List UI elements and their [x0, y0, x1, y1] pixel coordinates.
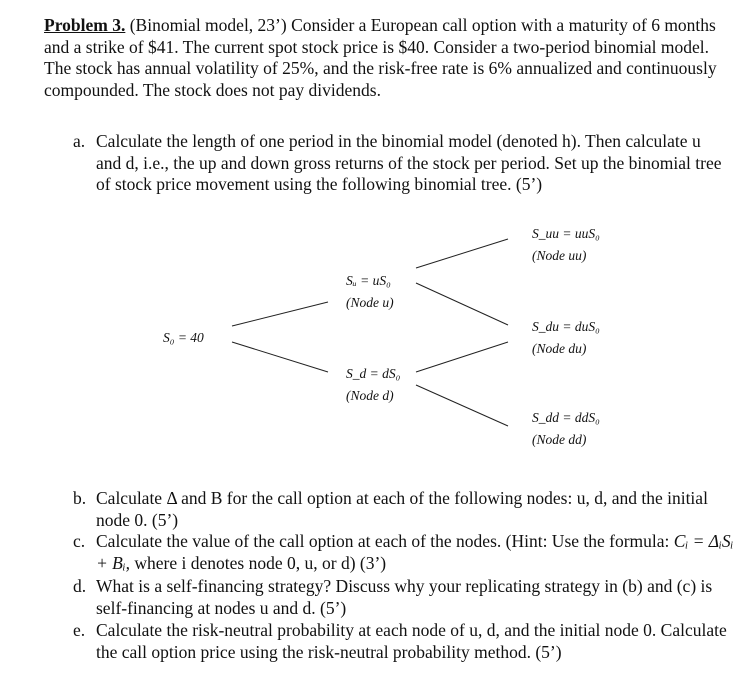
edge-d-du: [416, 342, 508, 372]
part-b-text: Calculate Δ and B for the call option at each of the following nodes: u, d, and the initial node 0. (5’): [96, 488, 708, 530]
node-uu: [532, 226, 600, 264]
edge-root-u: [232, 302, 328, 326]
node-root: [163, 330, 204, 346]
node-du-formula: S_du = duS₀: [532, 319, 600, 334]
node-du: [532, 319, 600, 357]
node-d: [346, 366, 400, 404]
edge-root-d: [232, 342, 328, 372]
node-d-formula: S_d = dS₀: [346, 366, 401, 381]
node-dd-formula: S_dd = ddS₀: [532, 410, 600, 425]
part-c-text: [96, 531, 736, 574]
part-d-text: What is a self-financing strategy? Discuss why your replicating strategy in (b) and (c) is self-financing at nodes u and d. (5’): [96, 576, 713, 618]
node-uu-formula: S_uu = uuS₀: [532, 226, 600, 241]
node-dd-caption: (Node dd): [532, 432, 587, 447]
edge-u-du: [416, 283, 508, 325]
edge-u-uu: [416, 239, 508, 268]
node-u-formula: Sᵤ = uS₀: [346, 273, 391, 288]
part-e-label: e.: [73, 620, 86, 640]
part-e-text: Calculate the risk-neutral probability at each node of u, d, and the initial node 0. Calculate the call option price using the risk-neutral probability method. (5’): [96, 620, 727, 662]
part-a-label: a.: [73, 131, 86, 151]
part-c-formula: Cᵢ = ΔᵢSᵢ + Bᵢ,: [96, 531, 734, 573]
node-uu-caption: (Node uu): [532, 248, 587, 263]
part-a-text: Calculate the length of one period in the binomial model (denoted h). Then calculate u and d, i.e., the up and down gross returns of the stock per period. Set up the binomial tree of stock price movement using the following binomial tree. (5’): [96, 131, 722, 194]
part-d-label: d.: [73, 576, 87, 596]
node-d-caption: (Node d): [346, 388, 394, 403]
part-c-text-after: where i denotes node 0, u, or d) (3’): [134, 552, 387, 573]
node-root-formula: S₀ = 40: [163, 330, 204, 345]
node-u: [346, 273, 394, 311]
problem-title: Problem 3.: [44, 15, 126, 35]
part-c-label: c.: [73, 531, 86, 551]
problem-intro-text: (Binomial model, 23’) Consider a European call option with a maturity of 6 months and a strike of $41. The current spot stock price is $40. Consider a two-period binomial model. The stock has annual volatility of 25%, and the risk-free rate is 6% annualized and continuously compounded. The stock does not pay dividends.: [44, 15, 717, 100]
node-u-caption: (Node u): [346, 295, 394, 310]
edge-d-dd: [416, 385, 508, 426]
node-du-caption: (Node du): [532, 341, 587, 356]
part-c-text-before: Calculate the value of the call option at each of the nodes. (Hint: Use the formula:: [96, 531, 670, 551]
node-dd: [532, 410, 600, 448]
part-b-label: b.: [73, 488, 87, 508]
